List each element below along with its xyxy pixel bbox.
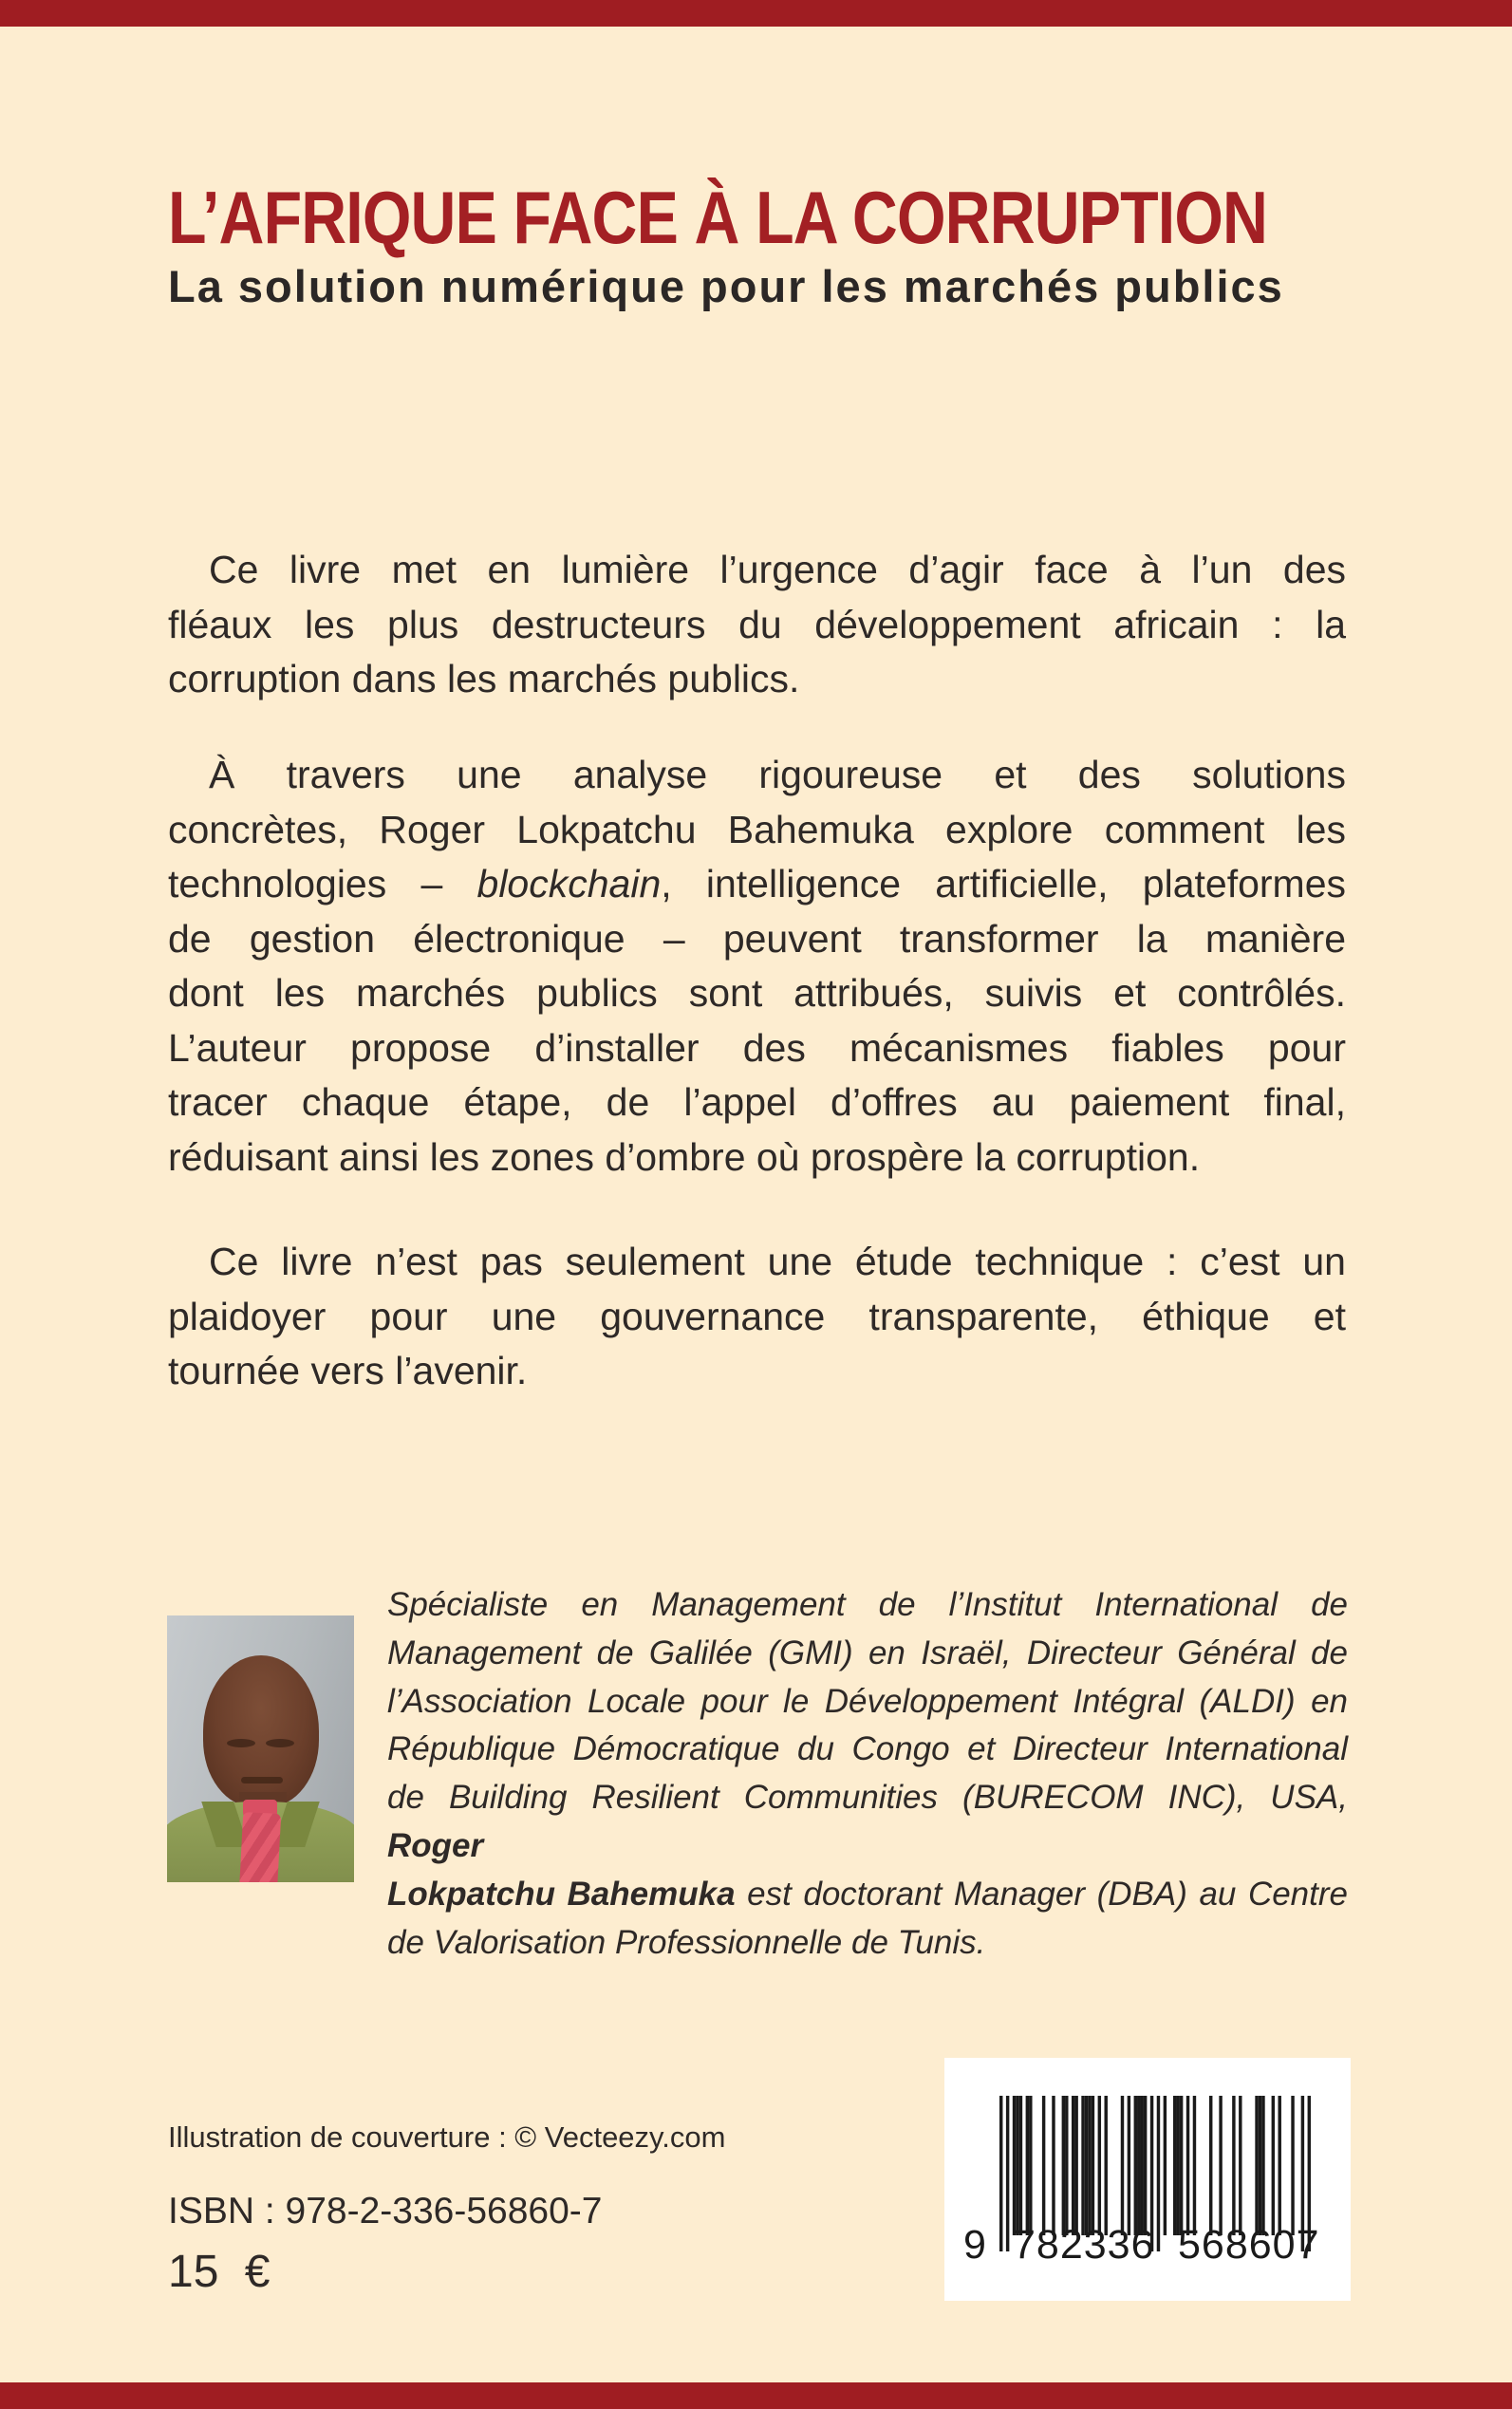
paragraph-1 bbox=[168, 543, 1346, 707]
text-line: technologies – blockchain, intelligence artificielle, plateformes bbox=[168, 862, 1346, 906]
author-photo-eye bbox=[266, 1739, 294, 1747]
text-line: Ce livre n’est pas seulement une étude technique : c’est un bbox=[209, 1240, 1346, 1283]
author-photo-shirt bbox=[167, 1802, 354, 1882]
text-line: tournée vers l’avenir. bbox=[168, 1349, 528, 1392]
author-photo-eye bbox=[227, 1739, 255, 1747]
price-text: 15 € bbox=[168, 2247, 271, 2297]
text-line: À travers une analyse rigoureuse et des solutions bbox=[209, 753, 1346, 796]
text-line: L’auteur propose d’installer des mécanismes fiables pour bbox=[168, 1025, 1346, 1070]
text-line: plaidoyer pour une gouvernance transparente, éthique et bbox=[168, 1294, 1346, 1338]
text-line: dont les marchés publics sont attribués, suivis et contrôlés. bbox=[168, 971, 1346, 1015]
top-red-band bbox=[0, 0, 1512, 27]
text-line: corruption dans les marchés publics. bbox=[168, 657, 800, 700]
author-photo-tie bbox=[239, 1812, 281, 1882]
text-line: concrètes, Roger Lokpatchu Bahemuka explore comment les bbox=[168, 807, 1346, 851]
paragraph-3 bbox=[168, 1235, 1346, 1399]
book-title bbox=[168, 176, 1461, 259]
text-line: tracer chaque étape, de l’appel d’offres au paiement final, bbox=[168, 1080, 1346, 1124]
barcode-group1: 782336 bbox=[1013, 2222, 1155, 2268]
paragraph-2 bbox=[168, 748, 1346, 1185]
text-line: Spécialiste en Management de l’Institut International de bbox=[387, 1586, 1348, 1623]
text-line: fléaux les plus destructeurs du développement africain : la bbox=[168, 602, 1346, 646]
author-photo bbox=[167, 1615, 354, 1882]
barcode bbox=[944, 2058, 1351, 2301]
barcode-lead-digit: 9 bbox=[963, 2222, 987, 2268]
barcode-group2: 568607 bbox=[1178, 2222, 1320, 2268]
text-line: de gestion électronique – peuvent transformer la manière bbox=[168, 916, 1346, 961]
text-line: Management de Galilée (GMI) en Israël, Directeur Général de bbox=[387, 1634, 1348, 1671]
text-line: de Building Resilient Communities (BURECOM INC), USA, Roger bbox=[387, 1779, 1348, 1864]
text-line: l’Association Locale pour le Développement Intégral (ALDI) en bbox=[387, 1682, 1348, 1720]
author-photo-head bbox=[203, 1655, 319, 1807]
text-line: de Valorisation Professionnelle de Tunis. bbox=[387, 1923, 986, 1961]
book-subtitle: La solution numérique pour les marchés publics bbox=[168, 261, 1284, 311]
cover-illustration-credit: Illustration de couverture : © Vecteezy.com bbox=[168, 2120, 726, 2154]
book-title-text: L’AFRIQUE FACE À LA CORRUPTION bbox=[168, 176, 1268, 259]
author-bio bbox=[387, 1581, 1348, 1967]
bottom-red-band bbox=[0, 2382, 1512, 2409]
text-line: réduisant ainsi les zones d’ombre où prospère la corruption. bbox=[168, 1134, 1201, 1179]
text-line: Lokpatchu Bahemuka est doctorant Manager (DBA) au Centre bbox=[387, 1875, 1348, 1913]
text-line: République Démocratique du Congo et Directeur International bbox=[387, 1730, 1348, 1768]
isbn-text: ISBN : 978-2-336-56860-7 bbox=[168, 2191, 603, 2232]
author-photo-mouth bbox=[241, 1777, 283, 1783]
text-line: Ce livre met en lumière l’urgence d’agir face à l’un des bbox=[209, 548, 1346, 591]
